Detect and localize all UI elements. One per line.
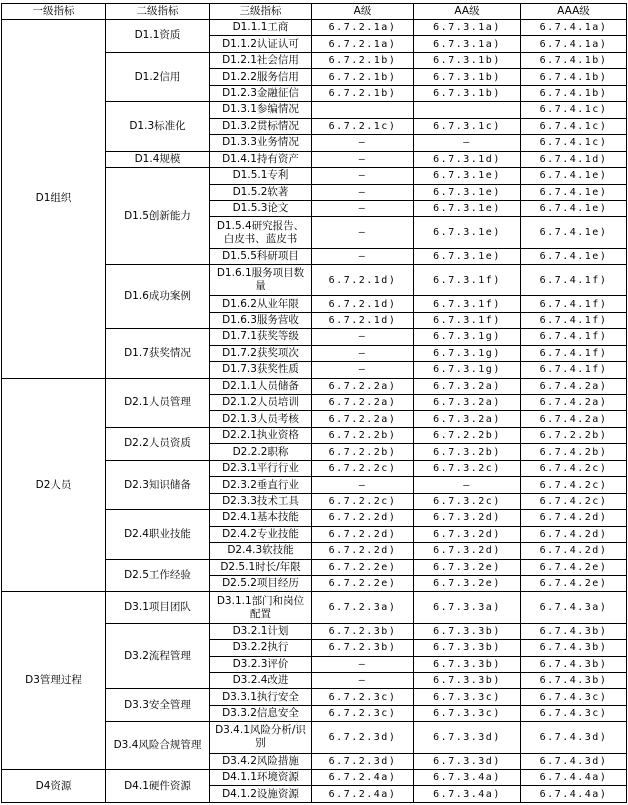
grade-aaa-cell: 6.7.4.2a)	[521, 378, 627, 394]
header-grade-aaa: AAA级	[521, 4, 627, 20]
grade-aa-cell: 6.7.3.1f)	[414, 312, 521, 328]
grade-a-cell: 6.7.2.2e)	[312, 559, 414, 575]
header-level3: 三级指标	[210, 4, 312, 20]
level3-indicator: D1.6.1服务项目数量	[210, 265, 312, 296]
grade-aa-cell: 6.7.3.1e)	[414, 217, 521, 248]
level3-indicator: D1.6.3服务营收	[210, 312, 312, 328]
level3-indicator: D1.5.1专利	[210, 168, 312, 184]
grade-a-cell: 6.7.2.2a)	[312, 411, 414, 427]
grade-aa-cell: 6.7.3.1f)	[414, 296, 521, 312]
header-level2: 二级指标	[106, 4, 210, 20]
header-row	[2, 4, 627, 20]
grade-a-cell: 6.7.2.1a)	[312, 36, 414, 52]
level3-indicator: D1.4.1持有资产	[210, 151, 312, 167]
level3-indicator: D2.3.3技术工具	[210, 493, 312, 509]
level2-indicator: D1.5创新能力	[106, 168, 210, 265]
grade-a-cell: —	[312, 477, 414, 493]
grade-a-cell: 6.7.2.3b)	[312, 640, 414, 656]
grade-aa-cell: 6.7.3.1a)	[414, 20, 521, 36]
level3-indicator: D2.2.2职称	[210, 444, 312, 460]
level2-indicator: D2.3知识储备	[106, 460, 210, 509]
grade-a-cell: 6.7.2.1b)	[312, 52, 414, 68]
grade-aa-cell: 6.7.2.2b)	[414, 427, 521, 443]
grade-aa-cell: 6.7.3.1b)	[414, 85, 521, 101]
grade-aa-cell: 6.7.3.3c)	[414, 689, 521, 705]
level2-indicator: D2.5工作经验	[106, 559, 210, 592]
grade-a-cell	[312, 102, 414, 118]
level3-indicator: D2.3.1平行行业	[210, 460, 312, 476]
grade-aaa-cell: 6.7.4.3c)	[521, 705, 627, 721]
grade-a-cell: 6.7.2.2a)	[312, 378, 414, 394]
level3-indicator: D1.1.2认证认可	[210, 36, 312, 52]
level3-indicator: D2.4.3软技能	[210, 543, 312, 559]
grade-a-cell: 6.7.2.1a)	[312, 20, 414, 36]
grade-aaa-cell: 6.7.4.3d)	[521, 722, 627, 753]
grade-aaa-cell: 6.7.4.1f)	[521, 329, 627, 345]
level3-indicator: D1.3.3业务情况	[210, 135, 312, 151]
grade-a-cell: 6.7.2.2d)	[312, 526, 414, 542]
level3-indicator: D3.2.1计划	[210, 623, 312, 639]
header-level1: 一级指标	[2, 4, 106, 20]
level2-indicator: D2.2人员资质	[106, 427, 210, 460]
level3-indicator: D4.1.1环境资源	[210, 770, 312, 786]
grade-aaa-cell: 6.7.4.3c)	[521, 689, 627, 705]
level2-indicator: D3.1项目团队	[106, 592, 210, 623]
grade-aaa-cell: 6.7.4.3d)	[521, 753, 627, 769]
grade-a-cell: —	[312, 135, 414, 151]
level2-indicator: D3.2流程管理	[106, 623, 210, 689]
level3-indicator: D2.4.1基本技能	[210, 510, 312, 526]
grade-a-cell: —	[312, 673, 414, 689]
grade-a-cell: —	[312, 200, 414, 216]
grade-aaa-cell: 6.7.4.1a)	[521, 20, 627, 36]
grade-aaa-cell: 6.7.4.1c)	[521, 135, 627, 151]
level3-indicator: D1.2.2服务信用	[210, 69, 312, 85]
level3-indicator: D3.2.4改进	[210, 673, 312, 689]
grade-aa-cell: 6.7.3.3d)	[414, 722, 521, 753]
grade-aa-cell: 6.7.3.3c)	[414, 705, 521, 721]
grade-aaa-cell: 6.7.4.2c)	[521, 493, 627, 509]
level3-indicator: D3.2.2执行	[210, 640, 312, 656]
level3-indicator: D4.1.2设施资源	[210, 786, 312, 803]
level3-indicator: D3.2.3评价	[210, 656, 312, 672]
grade-a-cell: 6.7.2.1b)	[312, 69, 414, 85]
grade-a-cell: 6.7.2.1d)	[312, 296, 414, 312]
grade-aa-cell: 6.7.3.2d)	[414, 543, 521, 559]
grade-aa-cell: 6.7.3.1f)	[414, 265, 521, 296]
grade-aaa-cell: 6.7.4.2d)	[521, 543, 627, 559]
level2-indicator: D3.3安全管理	[106, 689, 210, 722]
grade-a-cell: —	[312, 362, 414, 378]
grade-aa-cell: 6.7.3.3d)	[414, 753, 521, 769]
level2-indicator: D1.3标准化	[106, 102, 210, 151]
grade-aa-cell: 6.7.3.1e)	[414, 200, 521, 216]
grade-a-cell: 6.7.2.3d)	[312, 722, 414, 753]
level3-indicator: D2.1.1人员储备	[210, 378, 312, 394]
grade-a-cell: 6.7.2.2a)	[312, 395, 414, 411]
level3-indicator: D2.2.1执业资格	[210, 427, 312, 443]
grade-a-cell: 6.7.2.3b)	[312, 623, 414, 639]
level3-indicator: D1.5.4研究报告、白皮书、蓝皮书	[210, 217, 312, 248]
grade-aa-cell: 6.7.3.3b)	[414, 640, 521, 656]
level2-indicator: D1.4规模	[106, 151, 210, 167]
grade-aaa-cell: 6.7.2.2b)	[521, 427, 627, 443]
grade-aa-cell: 6.7.3.1b)	[414, 69, 521, 85]
level3-indicator: D3.1.1部门和岗位配置	[210, 592, 312, 623]
grade-aaa-cell: 6.7.4.1f)	[521, 265, 627, 296]
grade-aa-cell: 6.7.3.1c)	[414, 118, 521, 134]
grade-aa-cell: 6.7.3.1b)	[414, 52, 521, 68]
level1-indicator: D1组织	[2, 20, 106, 379]
header-grade-aa: AA级	[414, 4, 521, 20]
header-grade-a: A级	[312, 4, 414, 20]
grade-a-cell: 6.7.2.4a)	[312, 770, 414, 786]
grade-a-cell: —	[312, 184, 414, 200]
grade-aaa-cell: 6.7.4.3b)	[521, 640, 627, 656]
grade-aaa-cell: 6.7.4.1f)	[521, 312, 627, 328]
grade-aaa-cell: 6.7.4.2a)	[521, 395, 627, 411]
grade-aaa-cell: 6.7.4.2a)	[521, 411, 627, 427]
level3-indicator: D1.7.2获奖项次	[210, 345, 312, 361]
level3-indicator: D3.4.2风险措施	[210, 753, 312, 769]
level2-indicator: D4.1硬件资源	[106, 770, 210, 803]
grade-aa-cell: 6.7.3.1a)	[414, 36, 521, 52]
level3-indicator: D2.4.2专业技能	[210, 526, 312, 542]
level2-indicator: D1.7获奖情况	[106, 329, 210, 378]
grade-aaa-cell: 6.7.4.1c)	[521, 102, 627, 118]
grade-a-cell: 6.7.2.2c)	[312, 493, 414, 509]
table-body	[2, 20, 627, 803]
grade-aa-cell: 6.7.3.3b)	[414, 673, 521, 689]
grade-aaa-cell: 6.7.4.2d)	[521, 526, 627, 542]
grade-a-cell: 6.7.2.4a)	[312, 786, 414, 803]
grade-aa-cell: 6.7.3.2b)	[414, 444, 521, 460]
grade-aaa-cell: 6.7.4.2e)	[521, 576, 627, 592]
grade-aa-cell: 6.7.3.1g)	[414, 329, 521, 345]
grade-aaa-cell: 6.7.4.1b)	[521, 69, 627, 85]
level3-indicator: D2.1.2人员培训	[210, 395, 312, 411]
level3-indicator: D3.3.1执行安全	[210, 689, 312, 705]
grade-aa-cell: 6.7.3.4a)	[414, 770, 521, 786]
grade-a-cell: 6.7.2.1d)	[312, 265, 414, 296]
level3-indicator: D1.3.2贯标情况	[210, 118, 312, 134]
grade-aaa-cell: 6.7.4.2e)	[521, 559, 627, 575]
grade-aa-cell: 6.7.3.2c)	[414, 493, 521, 509]
grade-aaa-cell: 6.7.4.1e)	[521, 217, 627, 248]
table-row	[2, 770, 627, 786]
level3-indicator: D2.1.3人员考核	[210, 411, 312, 427]
grade-a-cell: 6.7.2.2b)	[312, 444, 414, 460]
level3-indicator: D1.7.1获奖等级	[210, 329, 312, 345]
level3-indicator: D1.5.2软著	[210, 184, 312, 200]
level3-indicator: D1.6.2从业年限	[210, 296, 312, 312]
level2-indicator: D3.4风险合规管理	[106, 722, 210, 770]
indicator-table	[1, 3, 627, 803]
grade-aa-cell: 6.7.3.2a)	[414, 411, 521, 427]
grade-a-cell: 6.7.2.3a)	[312, 592, 414, 623]
grade-aaa-cell: 6.7.4.4a)	[521, 786, 627, 803]
grade-aaa-cell: 6.7.4.1c)	[521, 118, 627, 134]
level3-indicator: D1.5.5科研项目	[210, 248, 312, 264]
level3-indicator: D2.3.2垂直行业	[210, 477, 312, 493]
grade-a-cell: 6.7.2.3d)	[312, 753, 414, 769]
grade-aa-cell: 6.7.3.2a)	[414, 378, 521, 394]
grade-aaa-cell: 6.7.4.1f)	[521, 345, 627, 361]
grade-a-cell: —	[312, 217, 414, 248]
grade-a-cell: 6.7.2.1d)	[312, 312, 414, 328]
grade-aa-cell: 6.7.3.3b)	[414, 623, 521, 639]
level2-indicator: D1.2信用	[106, 52, 210, 101]
grade-a-cell: 6.7.2.2d)	[312, 543, 414, 559]
grade-a-cell: —	[312, 248, 414, 264]
grade-a-cell: —	[312, 168, 414, 184]
grade-a-cell: 6.7.2.2e)	[312, 576, 414, 592]
grade-aa-cell: 6.7.3.2d)	[414, 510, 521, 526]
grade-aa-cell: 6.7.3.1g)	[414, 362, 521, 378]
grade-a-cell: —	[312, 151, 414, 167]
grade-a-cell: —	[312, 345, 414, 361]
grade-a-cell: 6.7.2.2d)	[312, 510, 414, 526]
grade-aa-cell: 6.7.3.2d)	[414, 526, 521, 542]
grade-a-cell: —	[312, 329, 414, 345]
grade-a-cell: 6.7.2.3c)	[312, 689, 414, 705]
level3-indicator: D3.3.2信息安全	[210, 705, 312, 721]
level3-indicator: D1.3.1参编情况	[210, 102, 312, 118]
table-row	[2, 592, 627, 623]
level3-indicator: D1.7.3获奖性质	[210, 362, 312, 378]
grade-aa-cell: 6.7.3.2a)	[414, 395, 521, 411]
grade-aaa-cell: 6.7.4.1d)	[521, 151, 627, 167]
grade-aa-cell: 6.7.3.3a)	[414, 592, 521, 623]
grade-aa-cell: 6.7.3.1d)	[414, 151, 521, 167]
grade-aaa-cell: 6.7.4.2d)	[521, 510, 627, 526]
grade-a-cell: 6.7.2.1c)	[312, 118, 414, 134]
grade-aaa-cell: 6.7.4.1e)	[521, 168, 627, 184]
grade-aa-cell: 6.7.3.1e)	[414, 168, 521, 184]
grade-aa-cell: 6.7.3.2c)	[414, 460, 521, 476]
grade-aaa-cell: 6.7.4.1e)	[521, 200, 627, 216]
grade-aaa-cell: 6.7.4.3a)	[521, 592, 627, 623]
table-row	[2, 378, 627, 394]
grade-aaa-cell: 6.7.4.2c)	[521, 460, 627, 476]
grade-aaa-cell: 6.7.4.1b)	[521, 85, 627, 101]
level3-indicator: D1.1.1工商	[210, 20, 312, 36]
grade-aaa-cell: 6.7.4.1a)	[521, 36, 627, 52]
grade-aaa-cell: 6.7.4.4a)	[521, 770, 627, 786]
grade-aaa-cell: 6.7.4.3b)	[521, 656, 627, 672]
grade-aa-cell: 6.7.3.1e)	[414, 184, 521, 200]
level3-indicator: D2.5.1时长/年限	[210, 559, 312, 575]
level3-indicator: D1.5.3论文	[210, 200, 312, 216]
grade-aaa-cell: 6.7.4.2c)	[521, 477, 627, 493]
level2-indicator: D2.4职业技能	[106, 510, 210, 559]
grade-aaa-cell: 6.7.4.3b)	[521, 623, 627, 639]
grade-aa-cell: —	[414, 477, 521, 493]
grade-a-cell: 6.7.2.3c)	[312, 705, 414, 721]
grade-a-cell: 6.7.2.2b)	[312, 427, 414, 443]
grade-aaa-cell: 6.7.4.3b)	[521, 673, 627, 689]
grade-aaa-cell: 6.7.4.2b)	[521, 444, 627, 460]
grade-aaa-cell: 6.7.4.1e)	[521, 248, 627, 264]
level1-indicator: D4资源	[2, 770, 106, 803]
grade-aa-cell: 6.7.3.3b)	[414, 656, 521, 672]
level3-indicator: D1.2.3金融征信	[210, 85, 312, 101]
level3-indicator: D3.4.1风险分析/识别	[210, 722, 312, 753]
grade-aa-cell: 6.7.3.2e)	[414, 559, 521, 575]
table-row	[2, 20, 627, 36]
level3-indicator: D1.2.1社会信用	[210, 52, 312, 68]
level2-indicator: D2.1人员管理	[106, 378, 210, 427]
grade-a-cell: 6.7.2.1b)	[312, 85, 414, 101]
level2-indicator: D1.6成功案例	[106, 265, 210, 329]
grade-aa-cell: 6.7.3.2e)	[414, 576, 521, 592]
grade-aa-cell: 6.7.3.1g)	[414, 345, 521, 361]
grade-aaa-cell: 6.7.4.1b)	[521, 52, 627, 68]
grade-a-cell: 6.7.2.2c)	[312, 460, 414, 476]
level3-indicator: D2.5.2项目经历	[210, 576, 312, 592]
grade-aa-cell: 6.7.3.1e)	[414, 248, 521, 264]
grade-aaa-cell: 6.7.4.1e)	[521, 184, 627, 200]
grade-aaa-cell: 6.7.4.1f)	[521, 296, 627, 312]
grade-a-cell: —	[312, 656, 414, 672]
grade-aaa-cell: 6.7.4.1f)	[521, 362, 627, 378]
level1-indicator: D2人员	[2, 378, 106, 592]
grade-aa-cell: —	[414, 135, 521, 151]
level1-indicator: D3管理过程	[2, 592, 106, 770]
grade-aa-cell: 6.7.3.4a)	[414, 786, 521, 803]
grade-aa-cell	[414, 102, 521, 118]
level2-indicator: D1.1资质	[106, 20, 210, 53]
